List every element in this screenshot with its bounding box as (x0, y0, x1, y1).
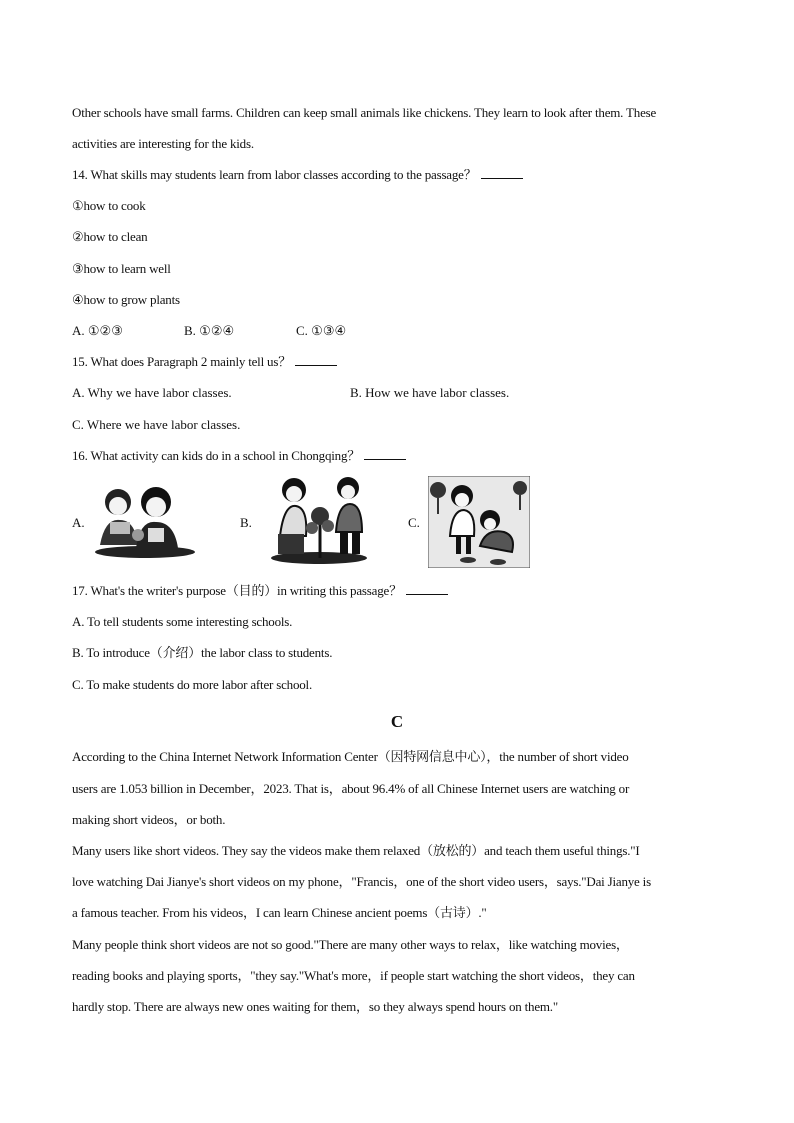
q15-option-a[interactable]: A. Why we have labor classes. (72, 385, 232, 400)
passage-c-line: Many users like short videos. They say the videos make them relaxed（放松的）and teach them useful things."I (72, 843, 640, 858)
passage-b-line-2: activities are interesting for the kids. (72, 136, 254, 151)
question-16-stem: 16. What activity can kids do in a school in Chongqing？ (72, 448, 361, 463)
question-14-stem: 14. What skills may students learn from labor classes according to the passage？ (72, 167, 477, 182)
q15-option-b[interactable]: B. How we have labor classes. (350, 385, 510, 400)
passage-c-line: a famous teacher. From his videos，I can learn Chinese ancient poems（古诗）." (72, 905, 487, 920)
q16-option-a-image (90, 480, 200, 560)
question-17-stem: 17. What's the writer's purpose（目的）in writing this passage？ (72, 583, 402, 598)
answer-blank[interactable] (364, 448, 406, 460)
section-c-title: C (390, 712, 404, 731)
q14-option-b[interactable]: B. ①②④ (184, 323, 235, 338)
passage-c-line: reading books and playing sports，"they say."What's more，if people start watching the short videos，they can (72, 968, 635, 983)
q15-option-c[interactable]: C. Where we have labor classes. (72, 417, 241, 432)
q14-item-1: ①how to cook (72, 198, 146, 213)
passage-c-line: love watching Dai Jianye's short videos on my phone，"Francis，one of the short video users，says."Dai Jianye is (72, 874, 651, 889)
q16-option-b-label[interactable]: B. (240, 515, 252, 530)
q17-option-c[interactable]: C. To make students do more labor after school. (72, 677, 313, 692)
q14-item-4: ④how to grow plants (72, 292, 180, 307)
answer-blank[interactable] (295, 354, 337, 366)
question-14 (72, 167, 523, 183)
answer-blank[interactable] (481, 167, 523, 179)
question-16 (72, 448, 406, 464)
question-17 (72, 583, 448, 599)
passage-c-line: hardly stop. There are always new ones waiting for them，so they always spend hours on them." (72, 999, 558, 1014)
passage-c-line: making short videos，or both. (72, 812, 226, 827)
q14-option-a[interactable]: A. ①②③ (72, 323, 123, 338)
q16-option-a-label[interactable]: A. (72, 515, 85, 530)
q16-option-b-image (266, 474, 372, 566)
q14-item-2: ②how to clean (72, 229, 148, 244)
question-15-stem: 15. What does Paragraph 2 mainly tell us？ (72, 354, 292, 369)
passage-c-line: Many people think short videos are not so good."There are many other ways to relax，like watching movies， (72, 937, 629, 952)
question-15 (72, 354, 337, 370)
q14-option-c[interactable]: C. ①③④ (296, 323, 347, 338)
q14-item-3: ③how to learn well (72, 261, 171, 276)
q16-option-c-image (428, 476, 530, 568)
answer-blank[interactable] (406, 583, 448, 595)
q17-option-b[interactable]: B. To introduce（介绍）the labor class to students. (72, 645, 333, 660)
q16-option-c-label[interactable]: C. (408, 515, 420, 530)
passage-b-line-1: Other schools have small farms. Children can keep small animals like chickens. They learn to look after them. These (72, 105, 657, 120)
passage-c-line: users are 1.053 billion in December，2023. That is，about 96.4% of all Chinese Internet users are watching or (72, 781, 630, 796)
q17-option-a[interactable]: A. To tell students some interesting schools. (72, 614, 293, 629)
passage-c-line: According to the China Internet Network Information Center（因特网信息中心），the number of short video (72, 749, 629, 764)
